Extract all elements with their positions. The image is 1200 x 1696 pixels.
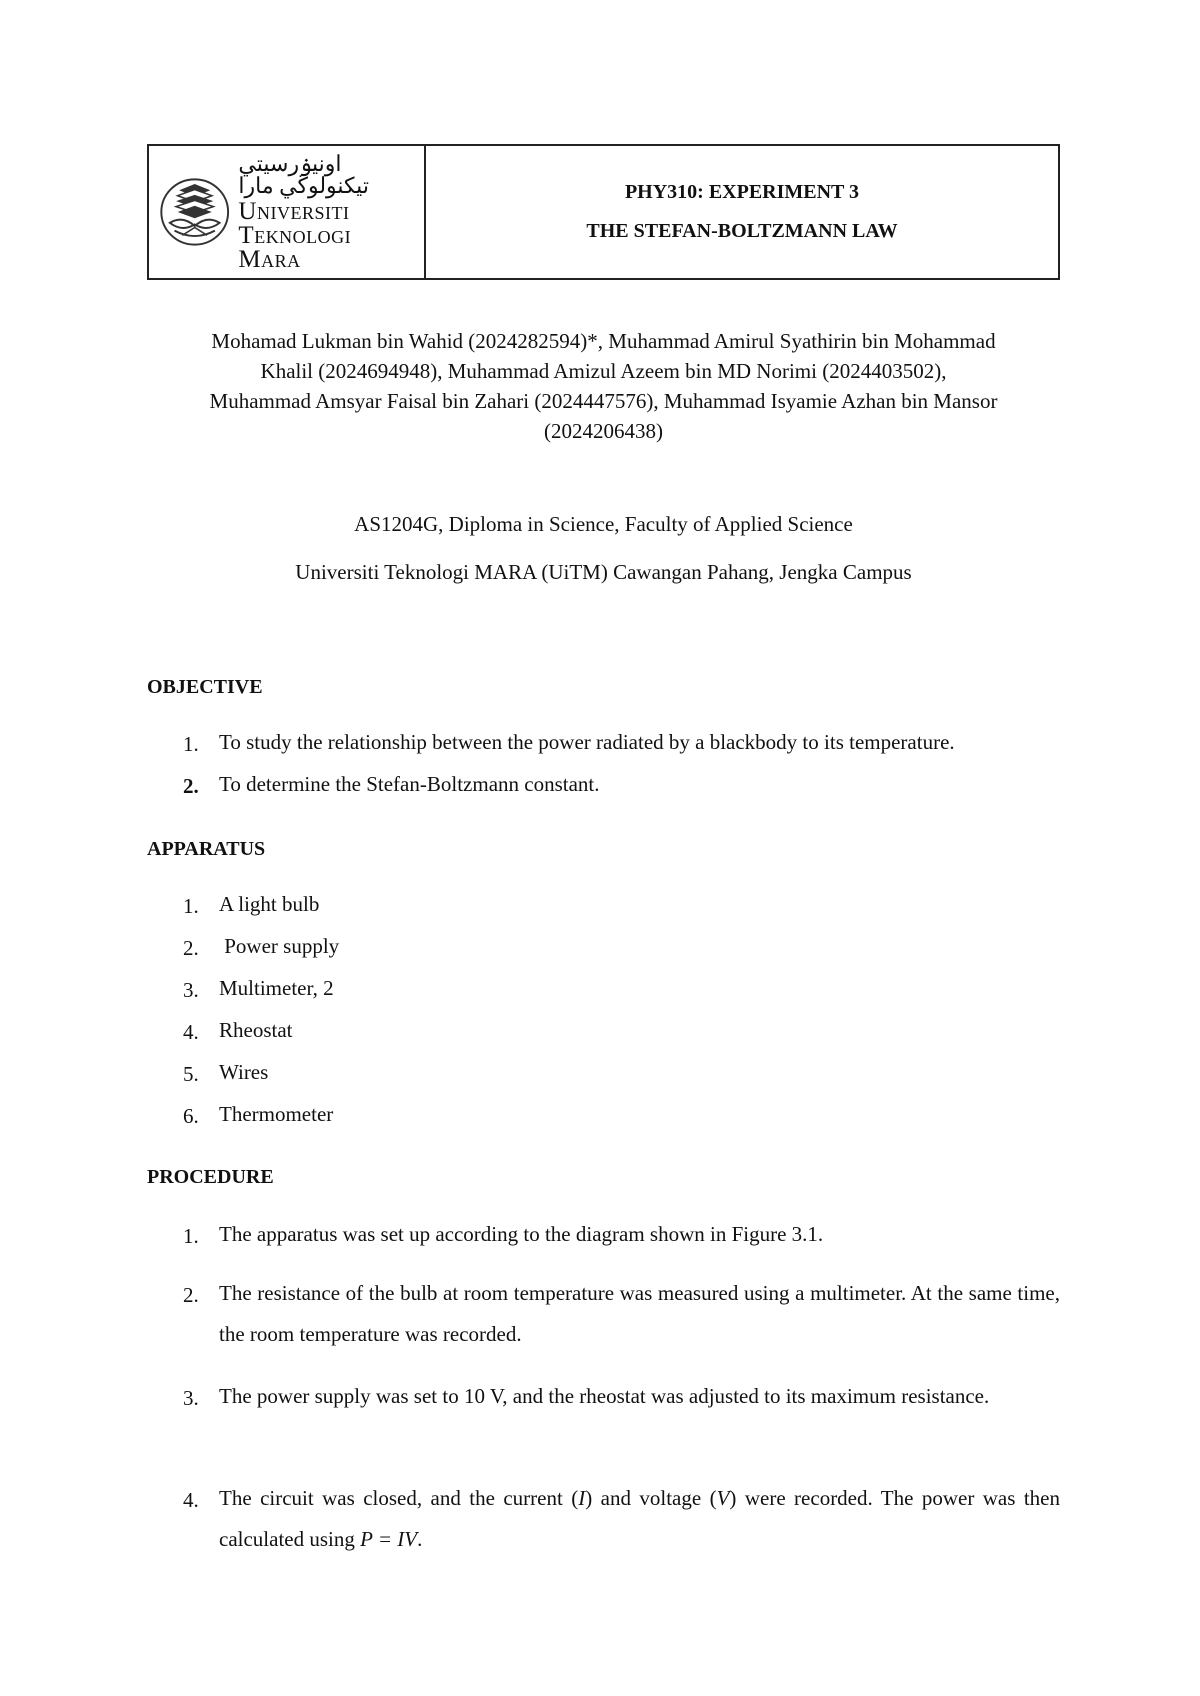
list-text: A light bulb xyxy=(219,892,320,916)
list-number: 3. xyxy=(183,978,199,1002)
list-number: 1. xyxy=(183,1224,199,1248)
list-text: The resistance of the bulb at room temperature was measured using a multimeter. At the same time, the room temperature was recorded. xyxy=(219,1281,1060,1346)
authors-block xyxy=(147,326,1060,446)
list-text xyxy=(219,1478,1060,1560)
list-text: To determine the Stefan-Boltzmann constant. xyxy=(219,772,600,796)
list-text: The apparatus was set up according to the diagram shown in Figure 3.1. xyxy=(219,1222,824,1246)
list-number: 2. xyxy=(183,936,199,960)
logo-jawi-text: اونيۏرسيتي تيكنولوڬي مارا xyxy=(238,150,369,198)
list-number: 4. xyxy=(183,1020,199,1044)
university-logo xyxy=(149,146,426,278)
logo-word-universiti: Universiti xyxy=(238,197,350,225)
experiment-code: PHY310: EXPERIMENT 3 xyxy=(624,181,860,203)
list-text: Thermometer xyxy=(219,1102,334,1126)
list-number: 4. xyxy=(183,1488,199,1512)
text-run: ) were recorded. The power was then calculated using xyxy=(219,1486,1060,1551)
experiment-title-cell xyxy=(426,146,1058,278)
text-run: The circuit was closed, and the current ( xyxy=(219,1486,579,1510)
list-text: The power supply was set to 10 V, and the rheostat was adjusted to its maximum resistance. xyxy=(219,1384,990,1408)
list-text: Wires xyxy=(219,1060,269,1084)
affiliation-campus: Universiti Teknologi MARA (UiTM) Cawangan Pahang, Jengka Campus xyxy=(295,560,912,584)
text-run: ) and voltage ( xyxy=(585,1486,717,1510)
affiliation-program: AS1204G, Diploma in Science, Faculty of Applied Science xyxy=(354,512,853,536)
list-number: 1. xyxy=(183,732,199,756)
authors-line: Muhammad Amsyar Faisal bin Zahari (2024447576), Muhammad Isyamie Azhan bin Mansor xyxy=(209,389,998,413)
list-text: Rheostat xyxy=(219,1018,293,1042)
list-text: Multimeter, 2 xyxy=(219,976,334,1000)
uitm-emblem-icon xyxy=(159,166,230,258)
logo-word-teknologi: Teknologi xyxy=(238,221,352,249)
list-number: 3. xyxy=(183,1386,199,1410)
list-number: 2. xyxy=(183,774,199,798)
apparatus-heading: APPARATUS xyxy=(147,838,266,860)
experiment-title: THE STEFAN-BOLTZMANN LAW xyxy=(586,220,898,242)
authors-line: (2024206438) xyxy=(544,419,663,443)
procedure-heading: PROCEDURE xyxy=(147,1166,274,1188)
objective-heading: OBJECTIVE xyxy=(147,676,263,698)
current-symbol: I xyxy=(578,1486,586,1510)
list-text: To study the relationship between the power radiated by a blackbody to its temperature. xyxy=(219,730,955,754)
power-formula: P = IV xyxy=(360,1527,418,1551)
list-number: 6. xyxy=(183,1104,199,1128)
text-run: . xyxy=(417,1527,423,1551)
list-number: 5. xyxy=(183,1062,199,1086)
authors-line: Mohamad Lukman bin Wahid (2024282594)*, Muhammad Amirul Syathirin bin Mohammad xyxy=(211,329,996,353)
voltage-symbol: V xyxy=(716,1486,730,1510)
list-number: 2. xyxy=(183,1283,199,1307)
authors-line: Khalil (2024694948), Muhammad Amizul Azeem bin MD Norimi (2024403502), xyxy=(260,359,947,383)
header-table xyxy=(147,144,1060,280)
list-text: Power supply xyxy=(219,934,340,958)
logo-word-mara: Mara xyxy=(238,245,301,273)
list-number: 1. xyxy=(183,894,199,918)
